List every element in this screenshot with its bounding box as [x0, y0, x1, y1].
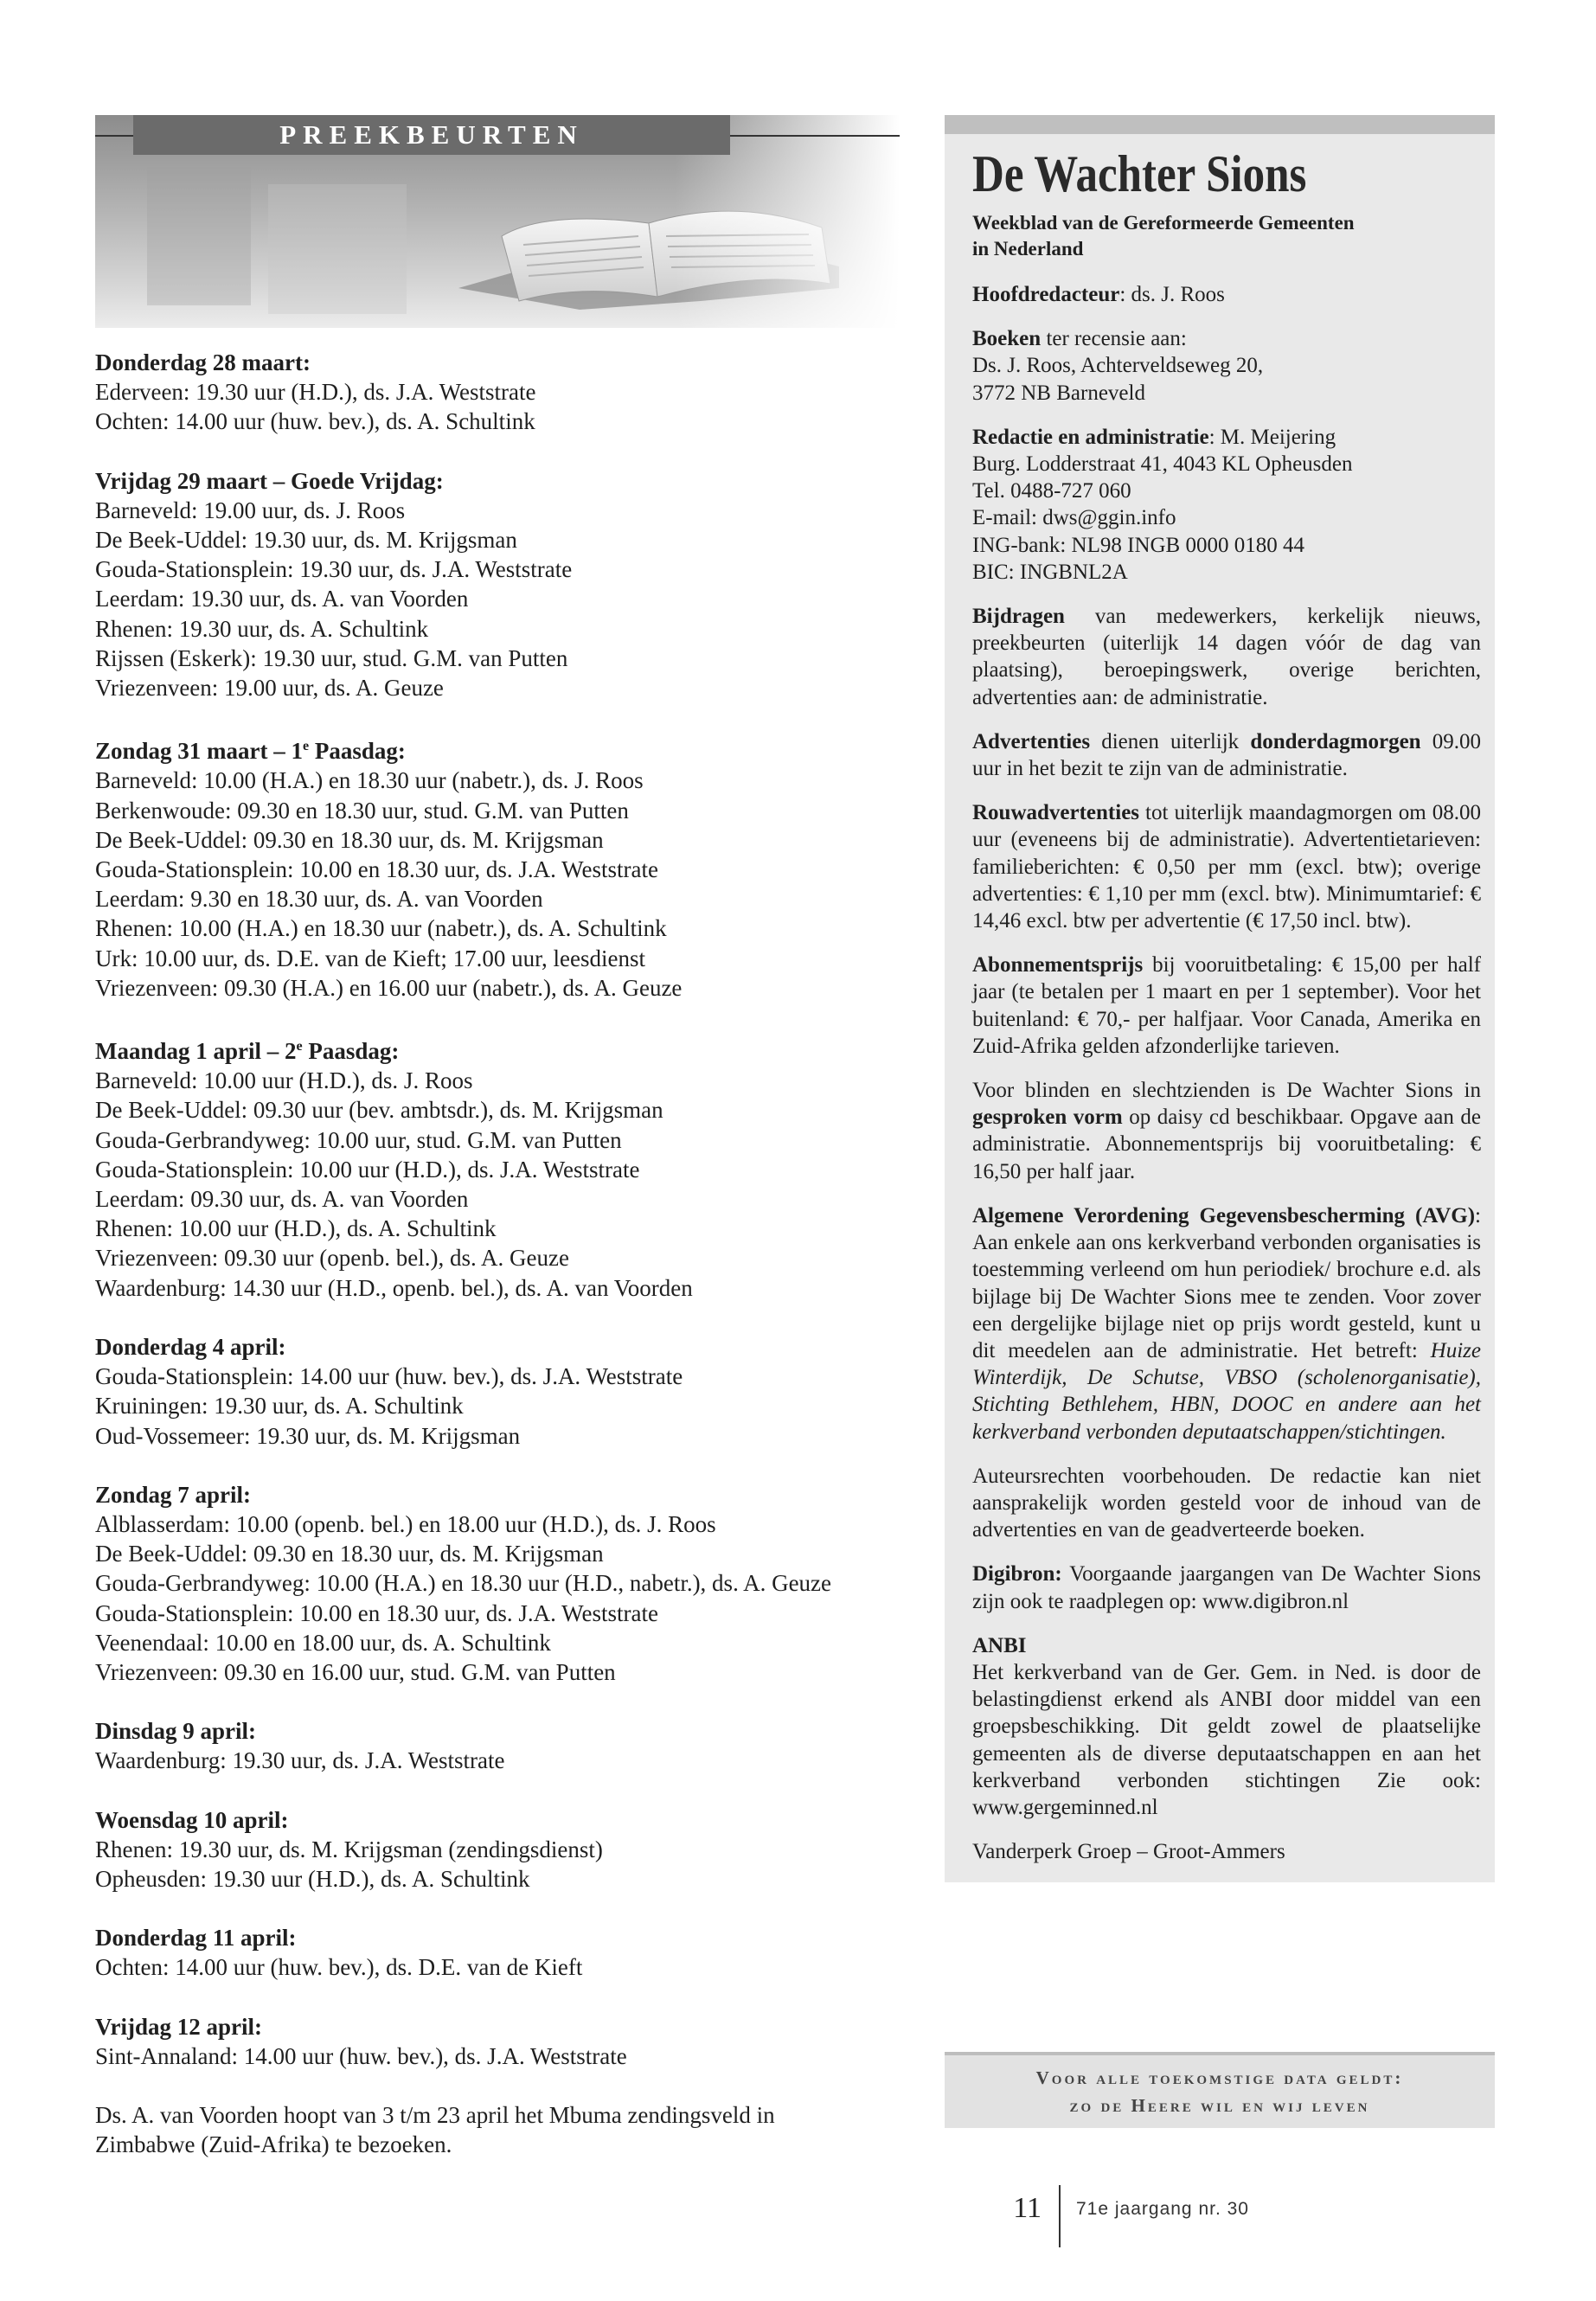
service-line: Rhenen: 19.30 uur, ds. A. Schultink: [95, 615, 429, 642]
contributions-info: Bijdragen van medewerkers, kerkelijk nieuws, preekbeurten (uiterlijk 14 dagen vóór de dag van plaatsing), beroepingswerk, overige berichten, advertenties aan: de administratie.: [972, 605, 1481, 709]
section-title: PREEKBEURTEN: [133, 115, 730, 155]
schedule-day: Maandag 1 april – 2e Paasdag:: [95, 1038, 400, 1065]
service-line: Ochten: 14.00 uur (huw. bev.), ds. A. Schultink: [95, 408, 535, 435]
schedule-day: Vrijdag 29 maart – Goede Vrijdag:: [95, 467, 444, 494]
digibron-info: Digibron: Voorgaande jaargangen van De Wachter Sions zijn ook te raadplegen op: www.digibron.nl: [972, 1562, 1481, 1613]
schedule-entry: [95, 466, 900, 703]
email-link[interactable]: E-mail: dws@ggin.info: [972, 506, 1176, 530]
schedule-entry: [95, 1332, 900, 1451]
copyright-info: Auteursrechten voorbehouden. De redactie kan niet aansprakelijk worden gesteld voor de inhoud van de advertenties en van de geadverteerde boeken.: [972, 1464, 1481, 1542]
service-line: Opheusden: 19.30 uur (H.D.), ds. A. Schultink: [95, 1865, 530, 1892]
footer-divider: [1059, 2185, 1061, 2247]
issue-label: 71e jaargang nr. 30: [1076, 2199, 1249, 2219]
advertisements-info: Advertenties dienen uiterlijk donderdagmorgen 09.00 uur in het bezit te zijn van de administratie.: [972, 729, 1482, 781]
motto-line: zo de Heere wil en wij leven: [1069, 2095, 1370, 2116]
service-line: Barneveld: 10.00 uur (H.D.), ds. J. Roos: [95, 1067, 473, 1094]
schedule-entry: [95, 348, 900, 437]
service-line: De Beek-Uddel: 09.30 uur (bev. ambtsdr.), ds. M. Krijgsman: [95, 1097, 663, 1124]
service-line: Waardenburg: 14.30 uur (H.D., openb. bel.), ds. A. van Voorden: [95, 1274, 693, 1301]
schedule-column: [95, 348, 900, 2159]
audio-edition-info: Voor blinden en slechtzienden is De Wachter Sions in gesproken vorm op daisy cd beschikbaar. Opgave aan de administratie. Abonnementsprijs bij vooruitbetaling: € 16,50 per half jaar.: [972, 1079, 1481, 1183]
service-line: Vriezenveen: 19.00 uur, ds. A. Geuze: [95, 675, 444, 702]
schedule-day: Donderdag 4 april:: [95, 1333, 286, 1360]
service-line: Gouda-Stationsplein: 10.00 en 18.30 uur, ds. J.A. Weststrate: [95, 1599, 658, 1626]
schedule-entry: [95, 1923, 900, 1982]
service-line: Gouda-Stationsplein: 10.00 uur (H.D.), ds. J.A. Weststrate: [95, 1156, 640, 1183]
service-line: Gouda-Gerbrandyweg: 10.00 uur, stud. G.M. van Putten: [95, 1126, 622, 1153]
masthead-subtitle: Weekblad van de Gereformeerde Gemeenten in Nederland: [972, 212, 1355, 260]
service-line: Barneveld: 19.00 uur, ds. J. Roos: [95, 497, 406, 523]
section-banner: [95, 115, 900, 328]
anbi-info: ANBI Het kerkverband van de Ger. Gem. in Ned. is door de belastingdienst erkend als ANBI door middel van een groepsbeschikking. Dit geldt zowel de plaatselijke gemeenten als de diverse deputaatschappen en aan het kerkverband verbonden stichtingen Zie ook: www.gergeminned.nl: [972, 1633, 1481, 1819]
service-line: Gouda-Stationsplein: 14.00 uur (huw. bev.), ds. J.A. Weststrate: [95, 1363, 683, 1390]
service-line: Vriezenveen: 09.30 uur (openb. bel.), ds. A. Geuze: [95, 1245, 569, 1272]
colophon-box: [945, 115, 1495, 1882]
schedule-entry: [95, 2012, 900, 2071]
service-line: Barneveld: 10.00 (H.A.) en 18.30 uur (nabetr.), ds. J. Roos: [95, 767, 644, 794]
service-line: Rijssen (Eskerk): 19.30 uur, stud. G.M. van Putten: [95, 644, 568, 671]
service-line: Ochten: 14.00 uur (huw. bev.), ds. D.E. van de Kieft: [95, 1954, 583, 1981]
service-line: Rhenen: 19.30 uur, ds. M. Krijgsman (zendingsdienst): [95, 1836, 603, 1862]
privacy-info: Algemene Verordening Gegevensbescherming (AVG): Aan enkele aan ons kerkverband verbonden organisaties is toestemming verleend om hun periodiek/ brochure e.d. als bijlage bij De Wachter Sions mee te zenden. Voor zover een dergelijke bijlage niet op prijs wordt gesteld, kunt u dit meedelen aan de administratie. Het betreft: Huize Winterdijk, De Schutse, VBSO (scholenorganisatie), Stichting Bethlehem, HBN, DOOC en andere aan het kerkverband verbonden deputaatschappen/stichtingen.: [972, 1203, 1481, 1444]
service-line: Alblasserdam: 10.00 (openb. bel.) en 18.00 uur (H.D.), ds. J. Roos: [95, 1510, 716, 1537]
closing-note: Ds. A. van Voorden hoopt van 3 t/m 23 april het Mbuma zendingsveld in Zimbabwe (Zuid-Afrika) te bezoeken.: [95, 2101, 775, 2158]
service-line: Sint-Annaland: 14.00 uur (huw. bev.), ds. J.A. Weststrate: [95, 2042, 627, 2069]
schedule-day: Donderdag 28 maart:: [95, 349, 311, 375]
service-line: Vriezenveen: 09.30 en 16.00 uur, stud. G.M. van Putten: [95, 1658, 616, 1685]
service-line: Gouda-Gerbrandyweg: 10.00 (H.A.) en 18.30 uur (H.D., nabetr.), ds. A. Geuze: [95, 1570, 832, 1597]
service-line: Gouda-Stationsplein: 19.30 uur, ds. J.A. Weststrate: [95, 556, 573, 583]
editor-in-chief: Hoofdredacteur: ds. J. Roos: [972, 283, 1225, 306]
service-line: Rhenen: 10.00 uur (H.D.), ds. A. Schultink: [95, 1215, 497, 1242]
service-line: Leerdam: 9.30 en 18.30 uur, ds. A. van Voorden: [95, 886, 543, 913]
motto-line: Voor alle toekomstige data geldt:: [1035, 2067, 1404, 2088]
books-address: Boeken ter recensie aan: Ds. J. Roos, Achterveldseweg 20, 3772 NB Barneveld: [972, 327, 1264, 405]
service-line: Rhenen: 10.00 (H.A.) en 18.30 uur (nabetr.), ds. A. Schultink: [95, 915, 667, 942]
service-line: De Beek-Uddel: 09.30 en 18.30 uur, ds. M. Krijgsman: [95, 1541, 604, 1567]
page-number: 11: [1013, 2192, 1042, 2224]
obituary-ads-info: Rouwadvertenties tot uiterlijk maandagmorgen om 08.00 uur (eveneens bij de administratie). Advertentietarieven: familieberichten: € 0,50 per mm (excl. btw); overige advertenties: € 1,10 per mm (excl. btw). Minimumtarief: € 14,46 excl. btw per advertentie (€ 17,50 incl. btw).: [972, 801, 1481, 933]
masthead-title: De Wachter Sions: [972, 145, 1307, 202]
schedule-day: Vrijdag 12 april:: [95, 2013, 262, 2040]
service-line: Oud-Vossemeer: 19.30 uur, ds. M. Krijgsman: [95, 1422, 521, 1449]
schedule-entry: [95, 732, 900, 1003]
service-line: Gouda-Stationsplein: 10.00 en 18.30 uur, ds. J.A. Weststrate: [95, 856, 658, 883]
service-line: Urk: 10.00 uur, ds. D.E. van de Kieft; 17.00 uur, leesdienst: [95, 945, 645, 971]
schedule-day: Donderdag 11 april:: [95, 1925, 297, 1952]
service-line: De Beek-Uddel: 09.30 en 18.30 uur, ds. M. Krijgsman: [95, 826, 604, 853]
schedule-entry: [95, 1716, 900, 1775]
service-line: Veenendaal: 10.00 en 18.00 uur, ds. A. Schultink: [95, 1629, 551, 1656]
schedule-entry: [95, 1480, 900, 1687]
service-line: De Beek-Uddel: 19.30 uur, ds. M. Krijgsman: [95, 527, 517, 554]
subscription-info: Abonnementsprijs bij vooruitbetaling: € 15,00 per half jaar (te betalen per 1 maart en per 1 september). Voor het buitenland: € 70,- per halfjaar. Voor Canada, Amerika en Zuid-Afrika gelden afzonderlijke tarieven.: [972, 953, 1481, 1058]
service-line: Ederveen: 19.30 uur (H.D.), ds. J.A. Weststrate: [95, 379, 536, 406]
motto-box: [945, 2052, 1495, 2128]
schedule-day: Zondag 31 maart – 1e Paasdag:: [95, 738, 406, 765]
service-line: Leerdam: 19.30 uur, ds. A. van Voorden: [95, 586, 469, 612]
schedule-day: Dinsdag 9 april:: [95, 1718, 257, 1745]
schedule-entry: [95, 1032, 900, 1303]
schedule-entry: [95, 1805, 900, 1894]
printer-credit: Vanderperk Groep – Groot-Ammers: [972, 1840, 1285, 1864]
schedule-day: Zondag 7 april:: [95, 1481, 252, 1508]
editorial-contact: Redactie en administratie: M. Meijering Burg. Lodderstraat 41, 4043 KL Opheusden Tel. 0488-727 060 E-mail: dws@ggin.info ING-bank: NL98 INGB 0000 0180 44 BIC: INGBNL2A: [972, 424, 1481, 586]
service-line: Waardenburg: 19.30 uur, ds. J.A. Weststrate: [95, 1747, 505, 1774]
service-line: Leerdam: 09.30 uur, ds. A. van Voorden: [95, 1186, 469, 1213]
service-line: Vriezenveen: 09.30 (H.A.) en 16.00 uur (nabetr.), ds. A. Geuze: [95, 974, 683, 1001]
schedule-day: Woensdag 10 april:: [95, 1806, 289, 1833]
service-line: Kruiningen: 19.30 uur, ds. A. Schultink: [95, 1393, 464, 1420]
service-line: Berkenwoude: 09.30 en 18.30 uur, stud. G.M. van Putten: [95, 797, 629, 824]
